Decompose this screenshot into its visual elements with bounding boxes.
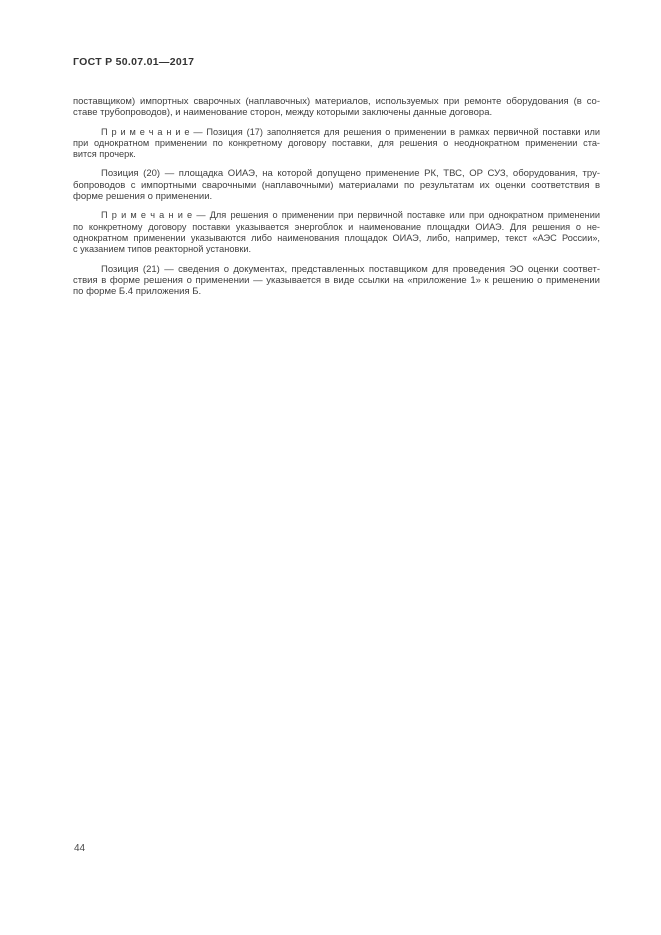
body-paragraph bbox=[73, 264, 600, 298]
paragraph-line: по форме Б.4 приложения Б. bbox=[73, 286, 202, 298]
paragraph-line: при однократном применении по конкретному договору поставки, для решения о неоднократном применении ста- bbox=[73, 137, 600, 148]
running-header: ГОСТ Р 50.07.01—2017 bbox=[73, 56, 195, 68]
paragraph-line: Позиция (20) — площадка ОИАЭ, на которой допущено применение РК, ТВС, ОР СУЗ, оборудования, тру- bbox=[101, 168, 600, 180]
paragraph-line: по конкретному договору поставки указывается энергоблок и наименование площадки ОИАЭ. Для решения о не- bbox=[73, 221, 600, 232]
paragraph-line: ствия в форме решения о применении — указывается в виде ссылки на «приложение 1» к решению о применении bbox=[73, 274, 600, 286]
paragraph-line: форме решения о применении. bbox=[73, 191, 213, 203]
note-paragraph bbox=[73, 210, 600, 255]
note-paragraph bbox=[73, 127, 600, 161]
paragraph-line: ставе трубопроводов), и наименование сторон, между которыми заключены данные договора. bbox=[73, 107, 493, 119]
page-number: 44 bbox=[74, 843, 86, 854]
paragraph-line: П р и м е ч а н и е — Позиция (17) заполняется для решения о применении в рамках первичной поставки или bbox=[101, 126, 600, 137]
paragraph-line: бопроводов с импортными сварочными (наплавочными) материалами по результатам их оценки соответствия в bbox=[73, 179, 600, 191]
paragraph-line: П р и м е ч а н и е — Для решения о применении при первичной поставке или при однократном применении bbox=[101, 210, 600, 221]
body-paragraph bbox=[73, 96, 600, 119]
page-body bbox=[73, 96, 600, 297]
paragraph-line: поставщиком) импортных сварочных (наплавочных) материалов, используемых при ремонте оборудования (в со- bbox=[73, 96, 600, 107]
paragraph-line: Позиция (21) — сведения о документах, представленных поставщиком для проведения ЭО оценки соответ- bbox=[101, 263, 600, 275]
paragraph-line: однократном применении указываются либо наименования площадок ОИАЭ, либо, например, текст «АЭС России», bbox=[73, 232, 600, 243]
paragraph-line: с указанием типов реакторной установки. bbox=[73, 244, 252, 255]
body-paragraph bbox=[73, 168, 600, 202]
paragraph-line: вится прочерк. bbox=[73, 149, 136, 160]
